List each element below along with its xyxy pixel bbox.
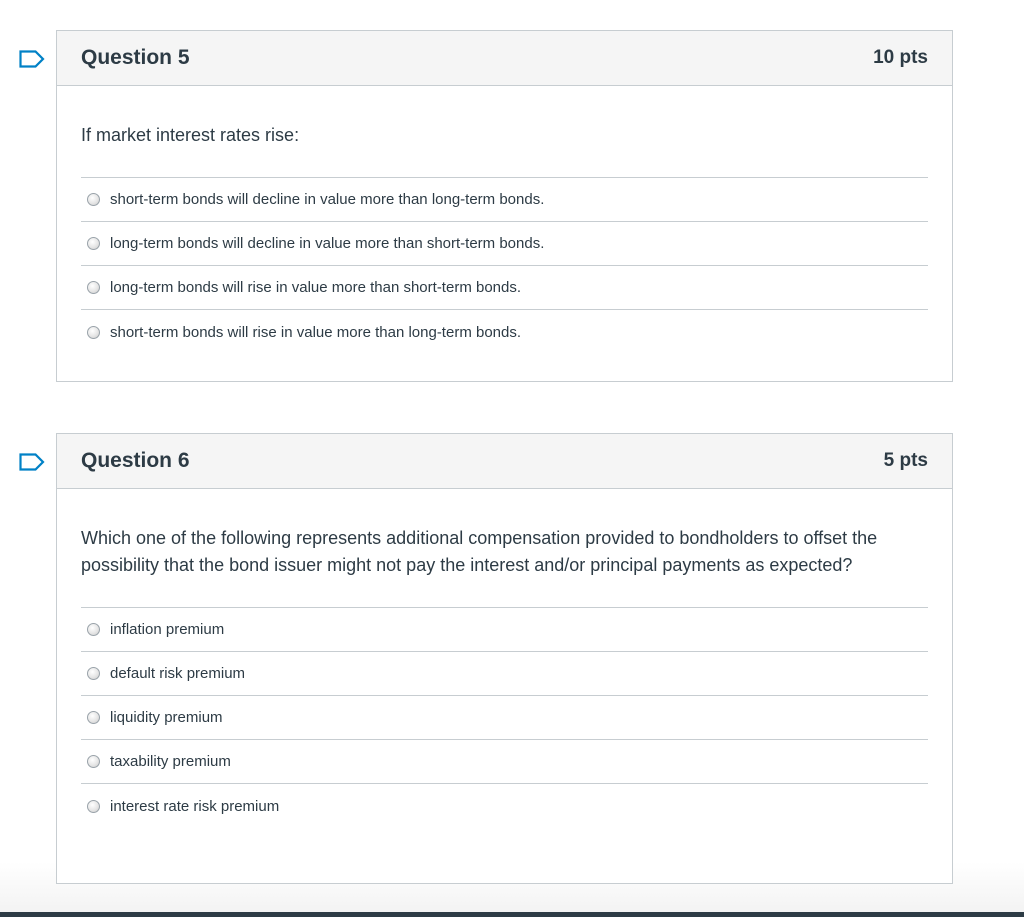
radio-button[interactable]	[87, 667, 100, 680]
answer-label[interactable]: long-term bonds will decline in value more than short-term bonds.	[110, 235, 545, 252]
question-5	[56, 30, 953, 382]
answer-option[interactable]	[81, 696, 928, 740]
question-body	[57, 122, 952, 354]
question-points: 10 pts	[873, 47, 928, 68]
answer-option[interactable]	[81, 784, 928, 828]
radio-button[interactable]	[87, 326, 100, 339]
answer-option[interactable]	[81, 608, 928, 652]
radio-button[interactable]	[87, 711, 100, 724]
answer-option[interactable]	[81, 652, 928, 696]
answer-option[interactable]	[81, 310, 928, 354]
question-6	[56, 433, 953, 884]
flag-question-icon[interactable]	[19, 50, 45, 68]
answer-list	[81, 607, 928, 828]
question-title: Question 6	[81, 449, 190, 472]
answer-label[interactable]: liquidity premium	[110, 709, 223, 726]
answer-label[interactable]: inflation premium	[110, 621, 225, 638]
answer-option[interactable]	[81, 178, 928, 222]
answer-option[interactable]	[81, 266, 928, 310]
answer-label[interactable]: short-term bonds will decline in value more than long-term bonds.	[110, 191, 545, 208]
question-points: 5 pts	[883, 450, 928, 471]
radio-button[interactable]	[87, 237, 100, 250]
answer-label[interactable]: interest rate risk premium	[110, 797, 280, 815]
radio-button[interactable]	[87, 623, 100, 636]
answer-label[interactable]: long-term bonds will rise in value more than short-term bonds.	[110, 279, 522, 296]
page-bottom-bar	[0, 912, 1024, 917]
radio-button[interactable]	[87, 193, 100, 206]
question-text: If market interest rates rise:	[81, 125, 300, 145]
answer-label[interactable]: default risk premium	[110, 665, 246, 682]
flag-question-icon[interactable]	[19, 453, 45, 471]
question-body	[57, 525, 952, 828]
radio-button[interactable]	[87, 755, 100, 768]
question-title: Question 5	[81, 46, 190, 69]
question-header	[57, 434, 952, 489]
question-header	[57, 31, 952, 86]
answer-label[interactable]: taxability premium	[110, 753, 231, 770]
question-text: Which one of the following represents additional compensation provided to bondholders to offset the possibility that the bond issuer might not pay the interest and/or principal payments as expected?	[81, 528, 878, 575]
radio-button[interactable]	[87, 281, 100, 294]
answer-list	[81, 177, 928, 354]
answer-option[interactable]	[81, 222, 928, 266]
answer-label[interactable]: short-term bonds will rise in value more than long-term bonds.	[110, 323, 522, 341]
answer-option[interactable]	[81, 740, 928, 784]
radio-button[interactable]	[87, 800, 100, 813]
